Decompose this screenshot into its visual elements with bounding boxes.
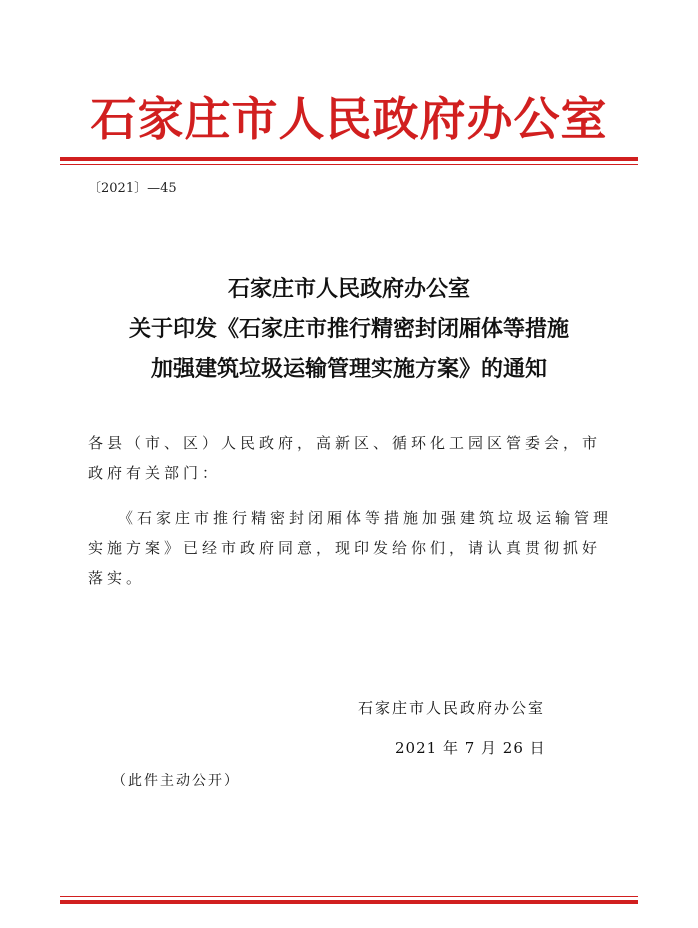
body-paragraph (88, 503, 618, 593)
notice-title (60, 269, 638, 389)
footer-divider-thin-line (60, 896, 638, 897)
title-line-1: 石家庄市人民政府办公室 (227, 276, 470, 302)
masthead-title: 石家庄市人民政府办公室 (90, 92, 608, 146)
title-line-3: 加强建筑垃圾运输管理实施方案》的通知 (150, 356, 547, 382)
issue-date: 2021 年 7 月 26 日 (395, 739, 546, 757)
title-line-2: 关于印发《石家庄市推行精密封闭厢体等措施 (128, 316, 569, 342)
footer-divider (60, 896, 638, 904)
divider-thick-line (60, 157, 638, 161)
body-paragraph-text: 《石家庄市推行精密封闭厢体等措施加强建筑垃圾运输管理实施方案》已经市政府同意，现印发给你们，请认真贯彻抓好落实。 (88, 509, 613, 587)
disclosure-note: （此件主动公开） (112, 773, 240, 789)
divider-thin-line (60, 164, 638, 165)
masthead-divider (60, 157, 638, 165)
footer-divider-thick-line (60, 900, 638, 904)
issuer-signature: 石家庄市人民政府办公室 (358, 699, 546, 717)
salutation: 各县（市、区）人民政府，高新区、循环化工园区管委会，市政府有关部门： (88, 434, 602, 482)
document-number: 〔2021〕—45 (88, 181, 177, 196)
